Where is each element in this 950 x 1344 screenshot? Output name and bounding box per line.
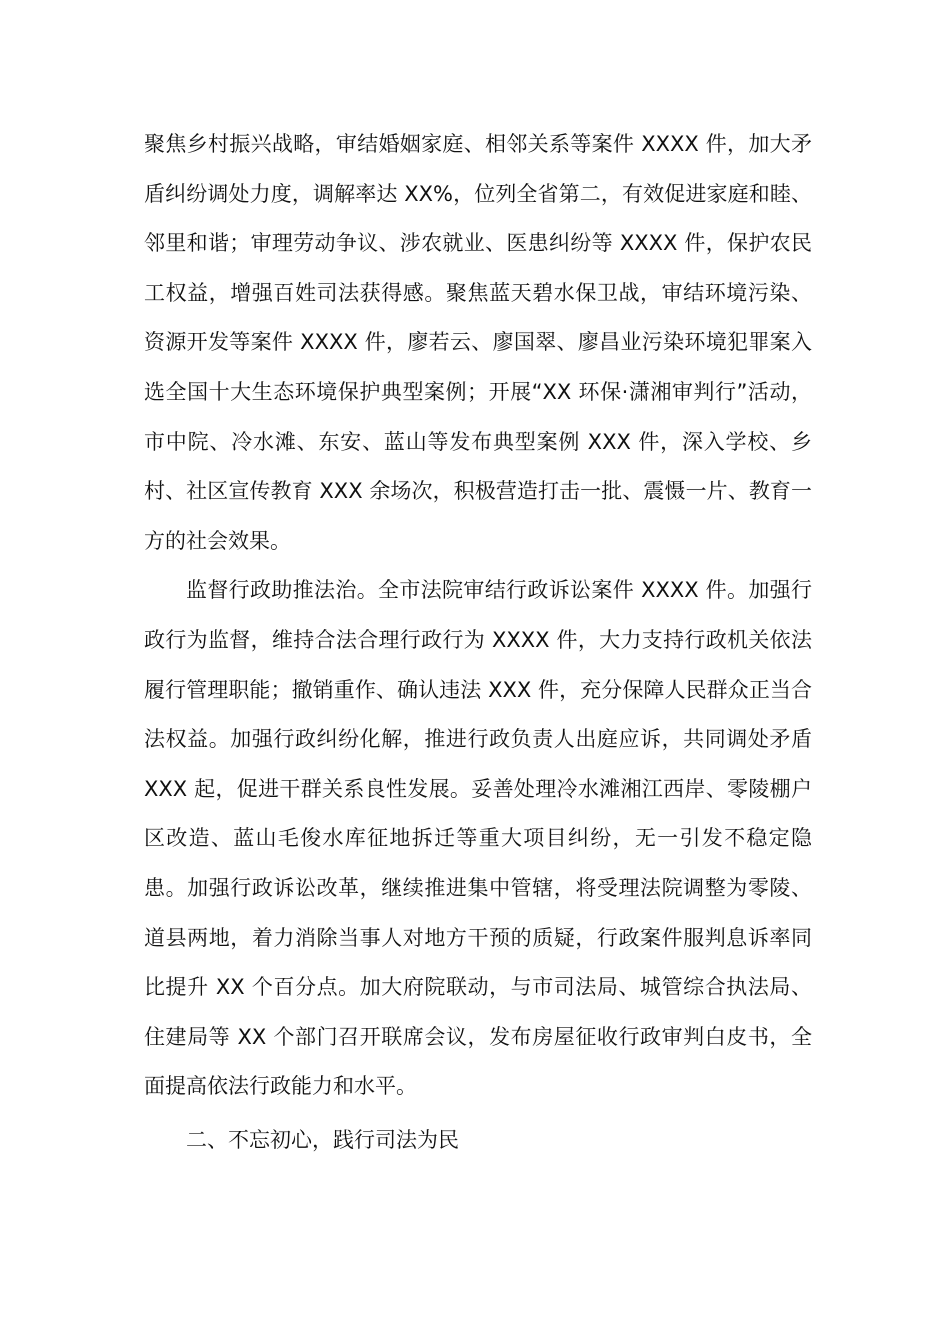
section-heading: 二、不忘初心，践行司法为民 — [186, 1127, 459, 1152]
document-body — [144, 120, 812, 1165]
body-paragraph-continuation: 聚焦乡村振兴战略，审结婚姻家庭、相邻关系等案件 XXXX 件，加大矛盾纠纷调处力度，调解率达 XX%，位列全省第二，有效促进家庭和睦、邻里和谐；审理劳动争议、涉农就业、医患纠纷等 XXXX 件，保护农民工权益，增强百姓司法获得感。聚焦蓝天碧水保卫战，审结环境污染、资源开发等案件 XXXX 件，廖若云、廖国翠、廖昌业污染环境犯罪案入选全国十大生态环境保护典型案例；开展“XX 环保·潇湘审判行”活动，市中院、冷水滩、东安、蓝山等发布典型案例 XXX 件，深入学校、乡村、社区宣传教育 XXX 余场次，积极营造打击一批、震慑一片、教育一方的社会效果。 — [144, 132, 812, 553]
body-paragraph-administrative-supervision: 监督行政助推法治。全市法院审结行政诉讼案件 XXXX 件。加强行政行为监督，维持合法合理行政行为 XXXX 件，大力支持行政机关依法履行管理职能；撤销重作、确认违法 XXX 件，充分保障人民群众正当合法权益。加强行政纠纷化解，推进行政负责人出庭应诉，共同调处矛盾 XXX 起，促进干群关系良性发展。妥善处理冷水滩湘江西岸、零陵棚户区改造、蓝山毛俊水库征地拆迁等重大项目纠纷，无一引发不稳定隐患。加强行政诉讼改革，继续推进集中管辖，将受理法院调整为零陵、道县两地，着力消除当事人对地方干预的质疑，行政案件服判息诉率同比提升 XX 个百分点。加大府院联动，与市司法局、城管综合执法局、住建局等 XX 个部门召开联席会议，发布房屋征收行政审判白皮书，全面提高依法行政能力和水平。 — [144, 578, 812, 1099]
